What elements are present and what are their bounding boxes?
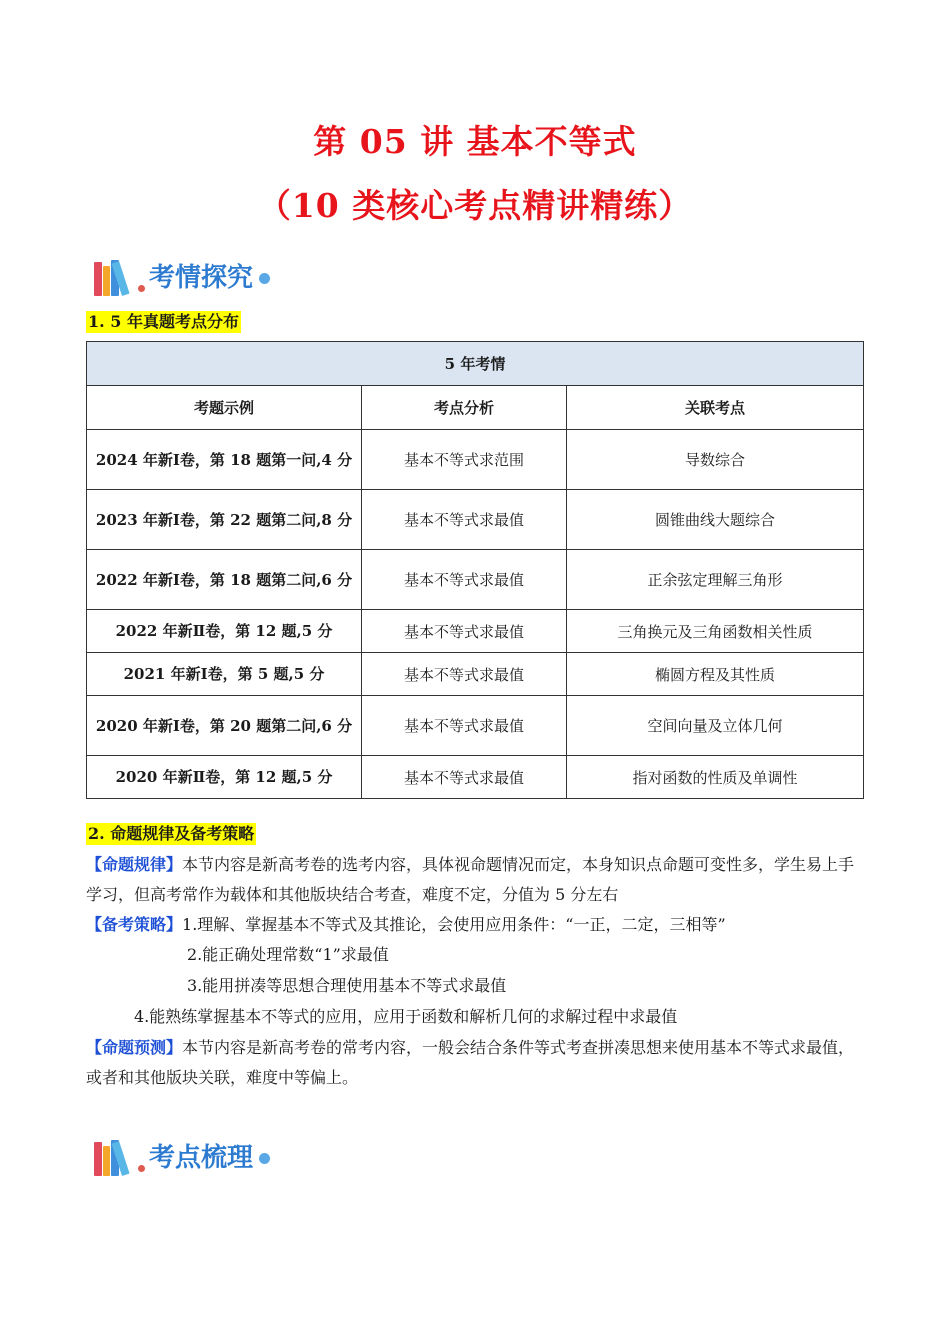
- strategy-tag: 【备考策略】: [86, 915, 183, 934]
- dot-icon: [259, 273, 270, 284]
- dot-icon: [138, 285, 145, 292]
- section-label: 考情探究: [149, 263, 254, 293]
- forecast-text: 本节内容是新高考卷的常考内容，一般会结合条件等式考查拼凑思想来使用基本不等式求最值，或者和其他版块关联，难度中等偏上。: [86, 1038, 855, 1087]
- table-row: 2024 年新Ⅰ卷，第 18 题第一问,4 分 基本不等式求范围 导数综合: [87, 430, 864, 490]
- strategy-item: 2.能正确处理常数“1”求最值: [187, 945, 389, 964]
- dot-icon: [259, 1153, 270, 1164]
- books-icon: [92, 1138, 136, 1178]
- table-row: 2022 年新Ⅱ卷，第 12 题,5 分 基本不等式求最值 三角换元及三角函数相关性质: [87, 610, 864, 653]
- rules-paragraph: [86, 850, 866, 910]
- subheading-strategy: 2. 命题规律及备考策略: [88, 824, 255, 843]
- section-header-key-points: [92, 1134, 270, 1178]
- table-caption: 5 年考情: [87, 342, 864, 386]
- forecast-paragraph: [86, 1033, 866, 1093]
- strategy-item: 1.理解、掌握基本不等式及其推论，会使用应用条件：“一正，二定，三相等”: [182, 915, 726, 934]
- table-row: 2020 年新Ⅱ卷，第 12 题,5 分 基本不等式求最值 指对函数的性质及单调性: [87, 756, 864, 799]
- strategy-item: 3.能用拼凑等思想合理使用基本不等式求最值: [187, 976, 507, 995]
- exam-table: [86, 341, 864, 799]
- rules-tag: 【命题规律】: [86, 855, 183, 874]
- section-header-exam-analysis: [92, 254, 270, 298]
- strategy-line-1: [86, 910, 866, 940]
- page-subtitle: （10 类核心考点精讲精练）: [257, 186, 693, 225]
- section-label: 考点梳理: [149, 1143, 254, 1173]
- table-row: 2023 年新Ⅰ卷，第 22 题第二问,8 分 基本不等式求最值 圆锥曲线大题综合: [87, 490, 864, 550]
- table-header: 考点分析: [362, 386, 567, 430]
- rules-text: 本节内容是新高考卷的选考内容，具体视命题情况而定，本身知识点命题可变性多，学生易上手学习，但高考常作为载体和其他版块结合考查，难度不定，分值为 5 分左右: [86, 855, 855, 904]
- forecast-tag: 【命题预测】: [86, 1038, 183, 1057]
- strategy-item: 4.能熟练掌握基本不等式的应用，应用于函数和解析几何的求解过程中求最值: [134, 1007, 678, 1026]
- table-row: 2022 年新Ⅰ卷，第 18 题第二问,6 分 基本不等式求最值 正余弦定理解三角形: [87, 550, 864, 610]
- dot-icon: [138, 1165, 145, 1172]
- page-title: 第 05 讲 基本不等式: [313, 122, 637, 161]
- books-icon: [92, 258, 136, 298]
- subheading-distribution: 1. 5 年真题考点分布: [88, 312, 239, 331]
- table-row: 2020 年新Ⅰ卷，第 20 题第二问,6 分 基本不等式求最值 空间向量及立体几何: [87, 696, 864, 756]
- table-header: 考题示例: [87, 386, 362, 430]
- table-header: 关联考点: [567, 386, 864, 430]
- table-row: 2021 年新Ⅰ卷，第 5 题,5 分 基本不等式求最值 椭圆方程及其性质: [87, 653, 864, 696]
